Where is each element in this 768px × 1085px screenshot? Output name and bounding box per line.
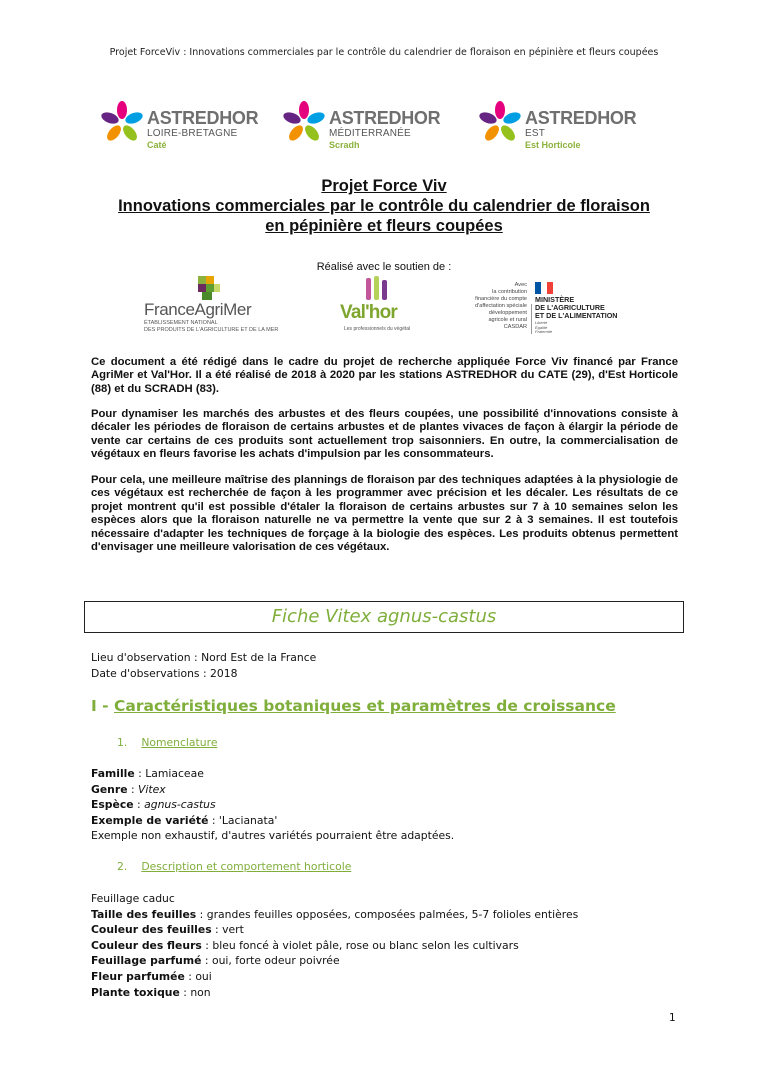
nomenclature-block	[91, 766, 454, 844]
astredhor-mediterranee-logo	[282, 96, 442, 160]
logo-tag: Caté	[147, 140, 167, 150]
logo-sub: EST	[525, 128, 546, 139]
feuillage-line: Feuillage caduc	[91, 892, 175, 905]
document-title	[60, 176, 708, 236]
astredhor-est-logo	[478, 96, 648, 160]
intro-paragraph-1: Ce document a été rédigé dans le cadre du projet de recherche appliquée Force Viv financé par France AgriMer et Val'Hor. Il a été réalisé de 2018 à 2020 par les stations ASTREDHOR du CATE (29), d'Est Horticole (88) et du SCRADH (83).	[91, 356, 678, 395]
logo-tag: Est Horticole	[525, 140, 581, 150]
running-header: Projet ForceViv : Innovations commerciales par le contrôle du calendrier de floraison en pépinière et fleurs coupées	[109, 47, 659, 58]
casdar-text: Avec la contribution financière du compte d'affectation spéciale développement agricole et rural CASDAR	[475, 282, 527, 330]
divider	[531, 304, 532, 334]
description-block	[91, 891, 578, 1000]
franceagrimer-word: FranceAgriMer	[144, 300, 252, 319]
subsection-heading-description: 2. Description et comportement horticole	[117, 860, 352, 873]
page-number: 1	[669, 1012, 676, 1024]
desc-item: Taille des feuilles : grandes feuilles opposées, composées palmées, 5-7 folioles entières	[91, 907, 579, 921]
logo-sub: MÉDITERRANÉE	[329, 128, 411, 139]
support-label: Réalisé avec le soutien de :	[316, 261, 452, 273]
espece-line: Espèce : agnus-castus	[91, 798, 216, 812]
logo-sub: LOIRE-BRETAGNE	[147, 128, 238, 139]
variete-line: Exemple de variété : 'Lacianata'	[91, 813, 278, 827]
franceagrimer-logo	[140, 274, 280, 344]
logo-name: ASTREDHOR	[525, 108, 637, 128]
valhor-logo	[340, 274, 420, 344]
logo-name: ASTREDHOR	[147, 108, 259, 128]
fiche-title-box	[84, 601, 684, 633]
famille-line: Famille : Lamiaceae	[91, 767, 204, 780]
intro-paragraph-3: Pour cela, une meilleure maîtrise des plannings de floraison par des techniques adaptées à la physiologie de ces végétaux est recherchée de façon à les programmer avec précision et les décaler. Les résultats de ce projet montrent qu'il est possible d'étaler la floraison de certains arbustes sur 7 à 10 semaines selon les espèces alors que la floraison naturelle ne va permettre la vente que sur 2 à 3 semaines. Il est toutefois nécessaire d'adapter les techniques de forçage à la biologie des espèces. Les produits obtenus permettent d'envisager une meilleure valorisation de ces végétaux.	[91, 474, 678, 554]
franceagrimer-tagline: ÉTABLISSEMENT NATIONAL DES PRODUITS DE L'AGRICULTURE ET DE LA MER	[144, 320, 279, 333]
desc-item: Feuillage parfumé : oui, forte odeur poivrée	[91, 954, 340, 968]
desc-item: Couleur des fleurs : bleu foncé à violet pâle, rose ou blanc selon les cultivars	[91, 938, 519, 952]
partner-logos	[100, 96, 660, 160]
observation-date: Date d'observations : 2018	[91, 666, 238, 680]
variete-note: Exemple non exhaustif, d'autres variétés pourraient être adaptées.	[91, 829, 455, 843]
subsection-heading-nomenclature: 1. Nomenclature	[117, 736, 218, 749]
astredhor-loire-bretagne-logo	[100, 96, 270, 160]
observation-place: Lieu d'observation : Nord Est de la France	[91, 651, 317, 664]
franceagrimer-mosaic-icon	[188, 274, 228, 302]
republic-motto: Liberté Égalité Fraternité	[535, 320, 553, 334]
logo-name: ASTREDHOR	[329, 108, 441, 128]
desc-item: Fleur parfumée : oui	[91, 969, 212, 983]
title-line-1: Projet Force Viv	[321, 177, 447, 195]
valhor-word: Val'hor	[340, 302, 397, 323]
intro-paragraph-2: Pour dynamiser les marchés des arbustes et des fleurs coupées, une possibilité d'innovations consiste à décaler les périodes de floraison de certains arbustes et de plantes vivaces de façon à élargir la période de vente car certains de ces produits sont actuellement trop saisonniers. En outre, la commercialisation de végétaux en fleurs favorise les achats d'impulsion par les consommateurs.	[91, 408, 678, 461]
desc-item: Couleur des feuilles : vert	[91, 923, 244, 937]
title-line-2: Innovations commerciales par le contrôle du calendrier de floraison	[118, 197, 650, 215]
ministry-name: MINISTÈRE DE L'AGRICULTURE ET DE L'ALIMENTATION	[535, 295, 618, 320]
funder-logos	[140, 274, 630, 344]
desc-item: Plante toxique : non	[91, 985, 211, 999]
ministry-casdar-logo	[455, 282, 630, 342]
logo-tag: Scradh	[329, 140, 360, 150]
fiche-title: Fiche Vitex agnus-castus	[271, 606, 497, 627]
genre-line: Genre : Vitex	[91, 782, 166, 796]
flower-logo-icon	[478, 100, 522, 144]
valhor-slogan: Les professionnels du végétal	[344, 326, 411, 332]
title-line-3: en pépinière et fleurs coupées	[265, 217, 503, 235]
french-flag-icon	[535, 282, 553, 294]
section-heading-1: I - Caractéristiques botaniques et paramètres de croissance	[91, 697, 616, 715]
observation-block	[91, 650, 316, 681]
valhor-flower-icon	[362, 276, 392, 302]
flower-logo-icon	[282, 100, 326, 144]
flower-logo-icon	[100, 100, 144, 144]
